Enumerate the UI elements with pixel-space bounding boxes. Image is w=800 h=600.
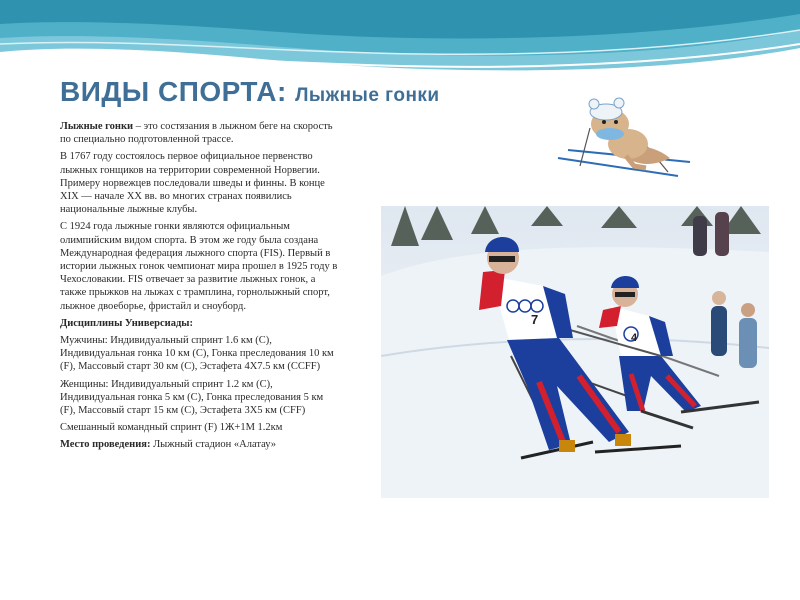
mixed-events: Смешанный командный спринт (F) 1Ж+1М 1.2км [60, 422, 283, 434]
venue-value: Лыжный стадион «Алатау» [150, 439, 276, 451]
men-events: Мужчины: Индивидуальный спринт 1.6 км (С), Индивидуальная гонка 10 км (С), Гонка преследования 10 км (F), Массовый старт 30 км (С), Эстафета 4Х7.5 км (CCFF) [60, 335, 334, 373]
venue-label: Место проведения: [60, 439, 151, 451]
mascot-skier-image [550, 88, 700, 188]
intro-paragraph [60, 120, 338, 146]
disciplines-heading: Дисциплины Универсиады: [60, 317, 193, 329]
slide-title [60, 76, 440, 108]
back-skier-bib: 4 [631, 332, 638, 344]
intro-definition: – это состязания в лыжном беге на скорость по специально подготовленной трассе. [60, 121, 333, 146]
history-paragraph-2: С 1924 года лыжные гонки являются официальным олимпийским видом спорта. В этом же году была создана Международная федерация лыжного спорта (FIS). Первый в истории лыжных гонок чемпионат мира прошел в 1925 году в Чехословакии. FIS отвечает за развитие лыжных гонок, а также прыжков на лыжах с трамплина, горнолыжный спорт, лыжное двоеборье, фристайл и сноуборд. [60, 221, 338, 312]
venue-line [60, 438, 338, 451]
front-skier-bib: 7 [531, 312, 539, 327]
women-events: Женщины: Индивидуальный спринт 1.2 км (С), Индивидуальная гонка 5 км (С), Гонка преследования 5 км (F), Массовый старт 15 км (С), Эстафета 3Х5 км (CFF) [60, 378, 324, 417]
history-paragraph-1: В 1767 году состоялось первое официальное первенство лыжных гонщиков на территории современной Норвегии. Примеру норвежцев последовали шведы и финны. В конце XIX — начале XX вв. во многих странах появились национальные лыжные клубы. [60, 151, 325, 216]
skiers-race-photo [381, 206, 769, 498]
body-text [60, 120, 338, 456]
title-subtitle: Лыжные гонки [295, 85, 440, 106]
intro-term: Лыжные гонки [60, 121, 134, 132]
title-main: ВИДЫ СПОРТА: [60, 76, 287, 107]
